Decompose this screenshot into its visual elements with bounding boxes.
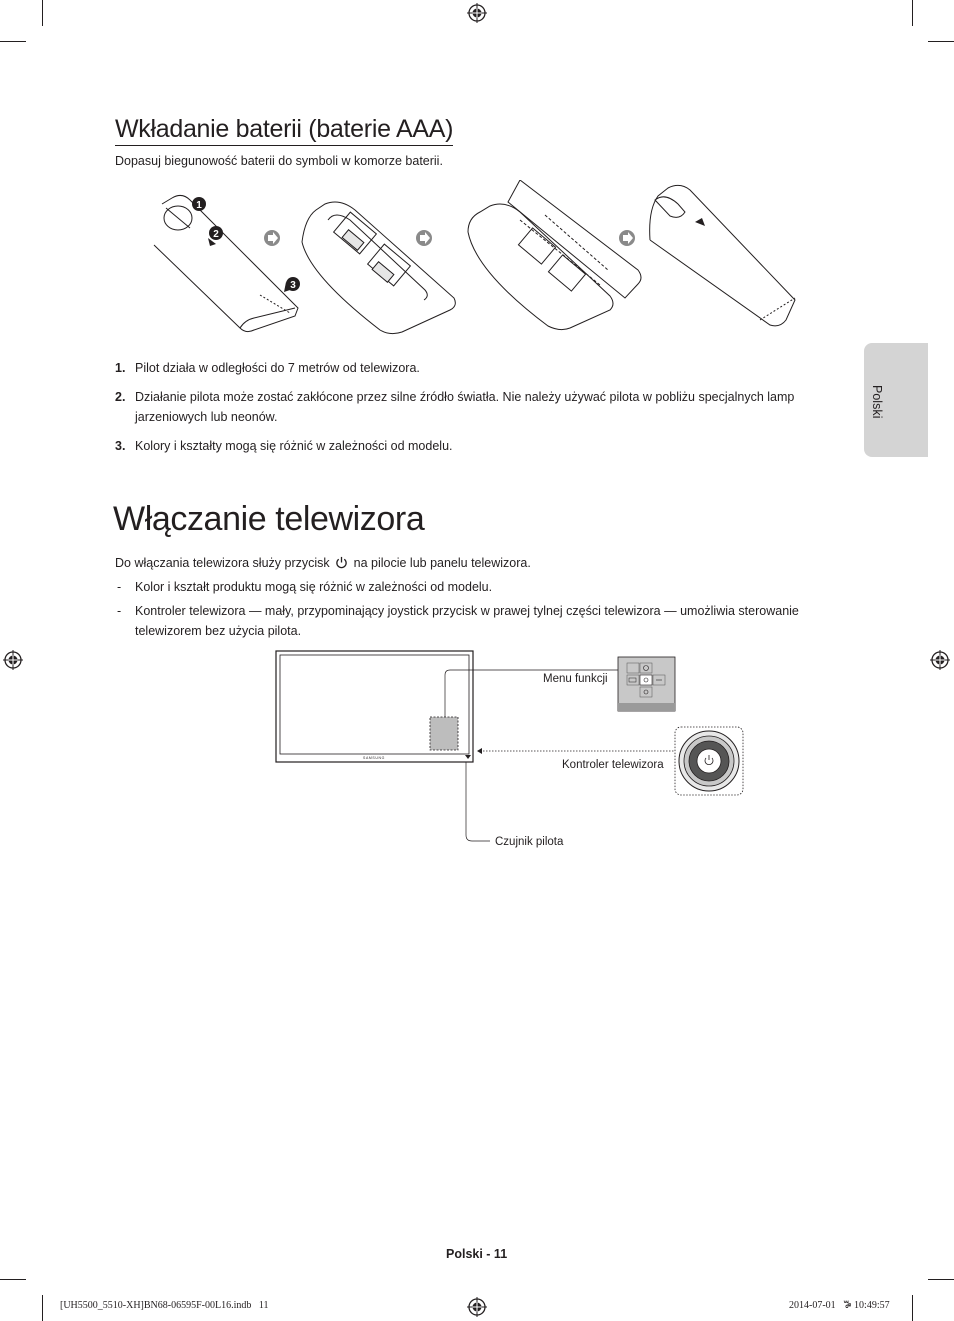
arrow-right-circle-icon (416, 230, 432, 246)
note-number: 2. (115, 390, 126, 404)
arrow-right-circle-icon (264, 230, 280, 246)
registration-mark-icon (930, 650, 950, 670)
crop-mark (912, 1295, 913, 1321)
power-intro-after: na pilocie lub panelu telewizora. (353, 556, 531, 570)
bullet-marker: - (117, 580, 122, 594)
label-tv-controller: Kontroler telewizora (562, 759, 664, 771)
print-timestamp: 2014-07-01 ꕅ 10:49:57 (789, 1300, 890, 1311)
crop-mark (42, 1295, 43, 1321)
controller-location (430, 717, 458, 750)
note-text: Działanie pilota może zostać zakłócone przez silne źródło światła. Nie należy używać pilota w pobliżu specjalnych lamp jarzeniowych lub neonów. (135, 390, 795, 424)
label-function-menu: Menu funkcji (543, 673, 608, 685)
function-menu-panel (618, 657, 675, 711)
bullet-marker: - (117, 604, 122, 618)
page-number: Polski - 11 (446, 1247, 508, 1261)
power-bullet: Kolor i kształt produktu mogą się różnić w zależności od modelu. (135, 580, 493, 594)
power-intro (115, 553, 845, 573)
side-tab-label: Polski (870, 385, 884, 419)
crop-mark (928, 1279, 954, 1280)
note-number: 1. (115, 361, 126, 375)
note-text: Kolory i kształty mogą się różnić w zależności od modelu. (135, 439, 453, 453)
power-intro-before: Do włączania telewizora służy przycisk (115, 556, 330, 570)
battery-note (115, 436, 835, 456)
battery-intro: Dopasuj biegunowość baterii do symboli w komorze baterii. (115, 154, 443, 168)
battery-note (115, 387, 835, 427)
power-icon (335, 556, 348, 569)
note-number: 3. (115, 439, 126, 453)
battery-section-title: Wkładanie baterii (baterie AAA) (115, 113, 453, 146)
crop-mark (912, 0, 913, 26)
registration-mark-icon (467, 3, 487, 23)
note-text: Pilot działa w odległości do 7 metrów od telewizora. (135, 361, 420, 375)
power-section-title: Włączanie telewizora (113, 500, 425, 538)
tv-controller-knob (675, 727, 743, 795)
label-remote-sensor: Czujnik pilota (495, 836, 564, 848)
step-badge-2-label: 2 (213, 229, 219, 240)
crop-mark (0, 1279, 26, 1280)
tv-brand-logo: SAMSUNG (363, 756, 385, 760)
power-bullet: Kontroler telewizora — mały, przypominający joystick przycisk w prawej tylnej części telewizora — umożliwia sterowanie telewizorem bez użycia pilota. (135, 604, 799, 638)
arrow-right-circle-icon (619, 230, 635, 246)
crop-mark (928, 41, 954, 42)
tv-controls-diagram (270, 645, 750, 860)
battery-note (115, 358, 835, 378)
crop-mark (42, 0, 43, 26)
file-info: [UH5500_5510-XH]BN68-06595F-00L16.indb 11 (60, 1300, 269, 1311)
step-badge-1-label: 1 (196, 200, 202, 211)
step-badge-3-label: 3 (290, 280, 296, 291)
registration-mark-icon (467, 1297, 487, 1317)
battery-insertion-illustration (150, 180, 810, 340)
crop-mark (0, 41, 26, 42)
registration-mark-icon (3, 650, 23, 670)
